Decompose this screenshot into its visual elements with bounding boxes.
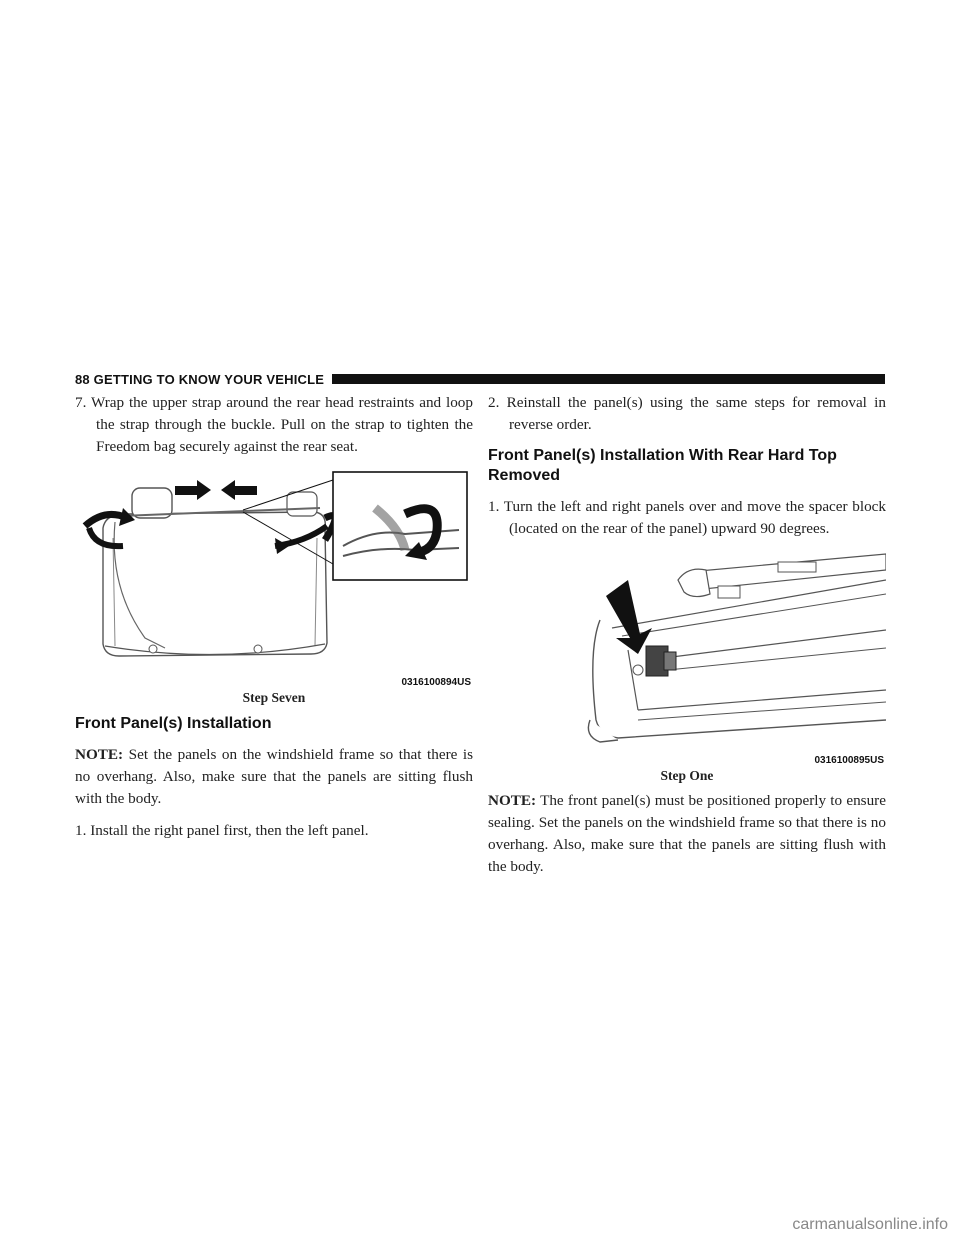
note-label: NOTE: (488, 792, 537, 809)
section-heading: Front Panel(s) Installation With Rear Hard Top Removed (488, 447, 837, 484)
note-label: NOTE: (75, 746, 124, 763)
step-one-figure (488, 550, 886, 768)
figure-code: 0316100894US (401, 677, 471, 688)
step-two-text: 2. Reinstall the panel(s) using the same steps for removal in reverse order. (488, 394, 886, 433)
header-rule (332, 374, 885, 384)
figure-caption: Step Seven (242, 690, 306, 705)
watermark-footer: carmanualsonline.info (792, 1216, 948, 1233)
figure-code: 0316100895US (814, 755, 884, 766)
step-one-text: 1. Turn the left and right panels over and move the spacer block (located on the rear of the panel) upward 90 degrees. (488, 498, 886, 537)
note-text: The front panel(s) must be positioned properly to ensure sealing. Set the panels on the windshield frame so that there is no overhang. Also, make sure that the panels are sitting flush with the body. (488, 792, 886, 875)
right-column (488, 392, 886, 888)
note-text: Set the panels on the windshield frame so that there is no overhang. Also, make sure that the panels are sitting flush with the body. (75, 746, 474, 807)
step-seven-figure (75, 468, 473, 690)
page-header-text: 88 GETTING TO KNOW YOUR VEHICLE (75, 371, 325, 387)
section-heading: Front Panel(s) Installation (75, 715, 272, 732)
panel-spacer-illustration (488, 550, 886, 768)
note-paragraph (75, 744, 473, 810)
step-one-text: 1. Install the right panel first, then the left panel. (75, 822, 369, 839)
left-column (75, 392, 473, 852)
note-paragraph (488, 790, 886, 878)
step-seven-text: 7. Wrap the upper strap around the rear head restraints and loop the strap through the buckle. Pull on the strap to tighten the Freedom bag securely against the rear seat. (75, 394, 473, 455)
page-header (75, 370, 885, 388)
figure-caption: Step One (660, 768, 714, 783)
seat-strap-illustration (75, 468, 473, 690)
